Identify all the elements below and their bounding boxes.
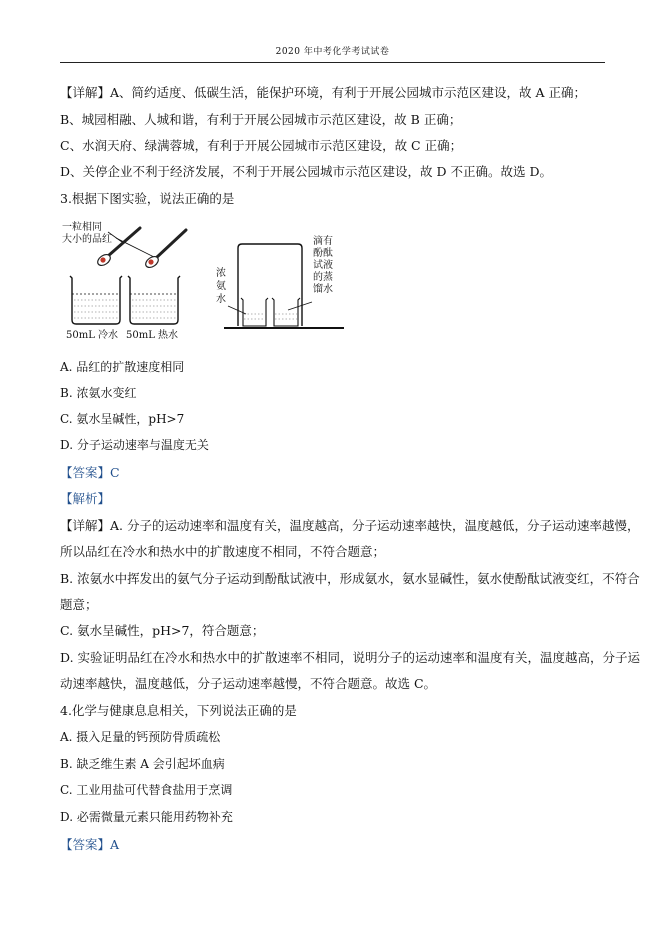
beaker-hot-water [128, 276, 180, 324]
q3-option-d: D. 分子运动速率与温度无关 [60, 438, 209, 452]
label-phenolphthalein-row: 试液 [313, 260, 333, 271]
q3-answer: 【答案】C [60, 465, 120, 480]
label-same-grain: 一粒相同 [62, 222, 102, 233]
label-phenolphthalein-row: 滴有 [313, 236, 333, 247]
q3-explanation-line: B. 浓氨水中挥发出的氨气分子运动到酚酞试液中，形成氨水，氨水显碱性，氨水使酚酞试液变红，不符合 [60, 571, 640, 586]
label-pointer-line [288, 302, 312, 310]
q3-option-a: A. 品红的扩散速度相同 [60, 360, 185, 374]
q3-analysis-tag: 【解析】 [60, 491, 111, 506]
page-header: 2020 年中考化学考试试卷 [275, 47, 390, 57]
header-divider [60, 62, 605, 63]
q3-explanation-line: C. 氨水呈碱性，pH>7，符合题意； [60, 623, 265, 638]
label-phenolphthalein-row: 馏水 [313, 284, 333, 295]
prev-explanation-line: 【详解】A、简约适度、低碳生活，能保护环境，有利于开展公园城市示范区建设，故 A 正确； [60, 85, 587, 100]
q3-stem: 3.根据下图实验，说法正确的是 [60, 191, 235, 206]
q3-explanation-line: 所以品红在冷水和热水中的扩散速度不相同，不符合题意； [60, 544, 386, 559]
prev-explanation-line: B、城园相融、人城和谐，有利于开展公园城市示范区建设，故 B 正确； [60, 112, 462, 127]
label-phenolphthalein-row: 的蒸 [313, 272, 333, 283]
label-pointer-line [116, 238, 156, 258]
beaker-ammonia [241, 298, 268, 326]
beaker-cold-water [70, 276, 122, 324]
prev-explanation-line: C、水润天府、绿满蓉城，有利于开展公园城市示范区建设，故 C 正确； [60, 138, 463, 153]
q3-explanation-line: 动速率越快，温度越低，分子运动速率越慢，不符合题意。故选 C。 [60, 676, 437, 691]
q3-explanation-line: 题意； [60, 597, 98, 612]
beaker-cold-label: 50mL 冷水 [66, 330, 119, 341]
label-phenolphthalein-row: 酚酞 [313, 248, 333, 259]
q4-option-b: B. 缺乏维生素 A 会引起坏血病 [60, 757, 225, 771]
q3-experiment-figure [60, 218, 360, 348]
q4-stem: 4.化学与健康息息相关，下列说法正确的是 [60, 703, 297, 718]
label-same-size-pinkred: 大小的品红 [62, 234, 112, 245]
q3-explanation-line: D. 实验证明品红在冷水和热水中的扩散速率不相同，说明分子的运动速率和温度有关，温度越高，分子运 [60, 650, 641, 665]
label-phenolphthalein-column [313, 234, 333, 295]
label-ammonia: 浓 氨 水 [216, 268, 226, 305]
q3-explanation-line: 【详解】A. 分子的运动速率和温度有关，温度越高，分子运动速率越快，温度越低，分子运动速率越慢， [60, 518, 640, 533]
spoon-icon [144, 230, 186, 270]
q4-option-c: C. 工业用盐可代替食盐用于烹调 [60, 783, 233, 797]
q3-option-c: C. 氨水呈碱性，pH>7 [60, 412, 185, 426]
prev-explanation-line: D、关停企业不利于经济发展，不利于开展公园城市示范区建设，故 D 不正确。故选 D。 [60, 164, 552, 179]
q4-answer: 【答案】A [60, 837, 120, 852]
q4-option-a: A. 摄入足量的钙预防骨质疏松 [60, 730, 221, 744]
q3-option-b: B. 浓氨水变红 [60, 386, 137, 400]
q4-option-d: D. 必需微量元素只能用药物补充 [60, 810, 233, 824]
beaker-phenolphthalein [272, 298, 300, 326]
beaker-hot-label: 50mL 热水 [126, 330, 179, 341]
